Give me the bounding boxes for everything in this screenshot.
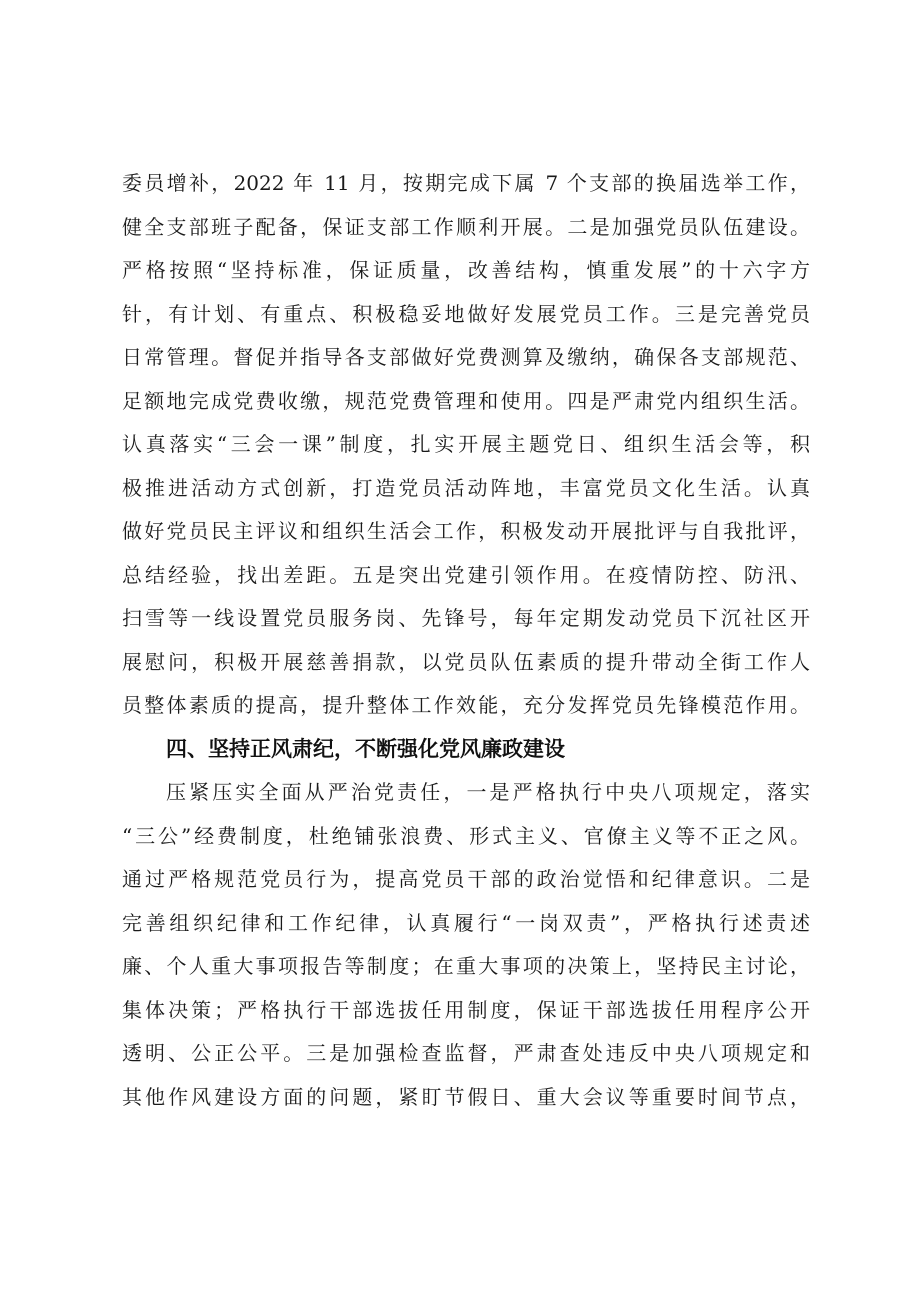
text-line: 扫雪等一线设置党员服务岗、先锋号，每年定期发动党员下沉社区开: [122, 606, 810, 630]
text-line: 员整体素质的提高，提升整体工作效能，充分发挥党员先锋模范作用。: [122, 693, 810, 717]
text-line: 委员增补，2022 年 11 月，按期完成下属 7 个支部的换届选举工作，: [122, 171, 810, 195]
text-line: 总结经验，找出差距。五是突出党建引领作用。在疫情防控、防汛、: [122, 562, 810, 587]
paragraph-discipline: [122, 771, 810, 1119]
paragraph-party-building: [122, 162, 810, 728]
text-line: 健全支部班子配备，保证支部工作顺利开展。二是加强党员队伍建设。: [122, 214, 810, 239]
text-line: 展慰问，积极开展慈善捐款，以党员队伍素质的提升带动全街工作人: [122, 649, 810, 674]
text-line: “三公”经费制度，杜绝铺张浪费、形式主义、官僚主义等不正之风。: [122, 823, 810, 848]
text-line: 严格按照“坚持标准，保证质量，改善结构，慎重发展”的十六字方: [122, 258, 810, 282]
text-line: 其他作风建设方面的问题，紧盯节假日、重大会议等重要时间节点，: [122, 1084, 810, 1109]
text-line: 认真落实“三会一课”制度，扎实开展主题党日、组织生活会等，积: [122, 432, 810, 456]
text-line: 通过严格规范党员行为，提高党员干部的政治觉悟和纪律意识。二是: [122, 867, 810, 891]
text-line: 日常管理。督促并指导各支部做好党费测算及缴纳，确保各支部规范、: [122, 345, 810, 369]
text-line: 完善组织纪律和工作纪律，认真履行“一岗双责”，严格执行述责述: [122, 910, 810, 935]
text-line: 廉、个人重大事项报告等制度；在重大事项的决策上，坚持民主讨论，: [122, 954, 810, 978]
text-line: 做好党员民主评议和组织生活会工作，积极发动开展批评与自我批评，: [122, 519, 810, 543]
text-line: 透明、公正公平。三是加强检查监督，严肃查处违反中央八项规定和: [122, 1041, 810, 1065]
section-heading: 四、坚持正风肃纪，不断强化党风廉政建设: [166, 737, 565, 761]
text-line: 压紧压实全面从严治党责任，一是严格执行中央八项规定，落实: [166, 780, 810, 804]
text-line: 针，有计划、有重点、积极稳妥地做好发展党员工作。三是完善党员: [122, 301, 810, 326]
text-line: 集体决策；严格执行干部选拔任用制度，保证干部选拔任用程序公开: [122, 997, 810, 1022]
text-line: 极推进活动方式创新，打造党员活动阵地，丰富党员文化生活。认真: [122, 475, 810, 500]
text-line: 足额地完成党费收缴，规范党费管理和使用。四是严肃党内组织生活。: [122, 388, 810, 413]
